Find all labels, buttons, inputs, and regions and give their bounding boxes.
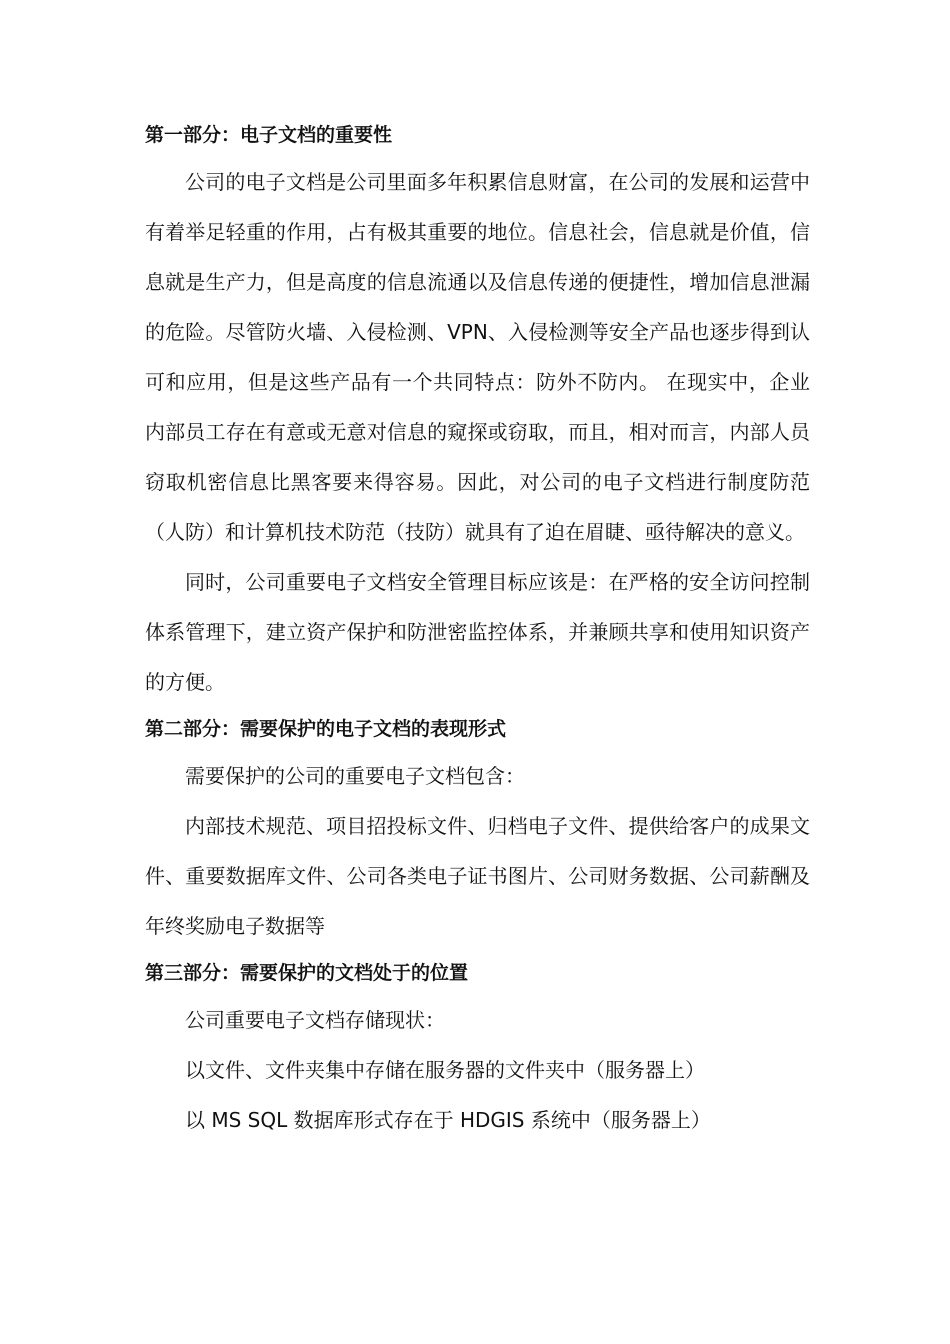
section-2-paragraph-2: 内部技术规范、项目招投标文件、归档电子文件、提供给客户的成果文件、重要数据库文件、公司各类电子证书图片、公司财务数据、公司薪酬及年终奖励电子数据等 bbox=[145, 814, 810, 938]
section-3-heading: 第三部分：需要保护的文档处于的位置 bbox=[145, 962, 469, 984]
section-2-paragraph-1: 需要保护的公司的重要电子文档包含： bbox=[185, 764, 525, 788]
section-2-heading: 第二部分：需要保护的电子文档的表现形式 bbox=[145, 718, 507, 740]
section-1-paragraph-2: 同时，公司重要电子文档安全管理目标应该是：在严格的安全访问控制体系管理下，建立资产保护和防泄密监控体系，并兼顾共享和使用知识资产的方便。 bbox=[145, 570, 810, 694]
section-1-paragraph-1: 公司的电子文档是公司里面多年积累信息财富，在公司的发展和运营中有着举足轻重的作用，占有极其重要的地位。信息社会，信息就是价值，信息就是生产力，但是高度的信息流通以及信息传递的便捷性，增加信息泄漏的危险。尽管防火墙、入侵检测、VPN、入侵检测等安全产品也逐步得到认可和应用，但是这些产品有一个共同特点：防外不防内。 在现实中，企业内部员工存在有意或无意对信息的窥探或窃取，而且，相对而言，内部人员窃取机密信息比黑客要来得容易。因此，对公司的电子文档进行制度防范（人防）和计算机技术防范（技防）就具有了迫在眉睫、亟待解决的意义。 bbox=[145, 170, 810, 544]
section-3-paragraph-1: 公司重要电子文档存储现状： bbox=[185, 1008, 445, 1032]
section-1-heading: 第一部分：电子文档的重要性 bbox=[145, 124, 393, 146]
document-page bbox=[145, 113, 810, 1145]
section-3-paragraph-3: 以 MS SQL 数据库形式存在于 HDGIS 系统中（服务器上） bbox=[185, 1108, 711, 1132]
section-3-paragraph-2: 以文件、文件夹集中存储在服务器的文件夹中（服务器上） bbox=[185, 1058, 705, 1082]
